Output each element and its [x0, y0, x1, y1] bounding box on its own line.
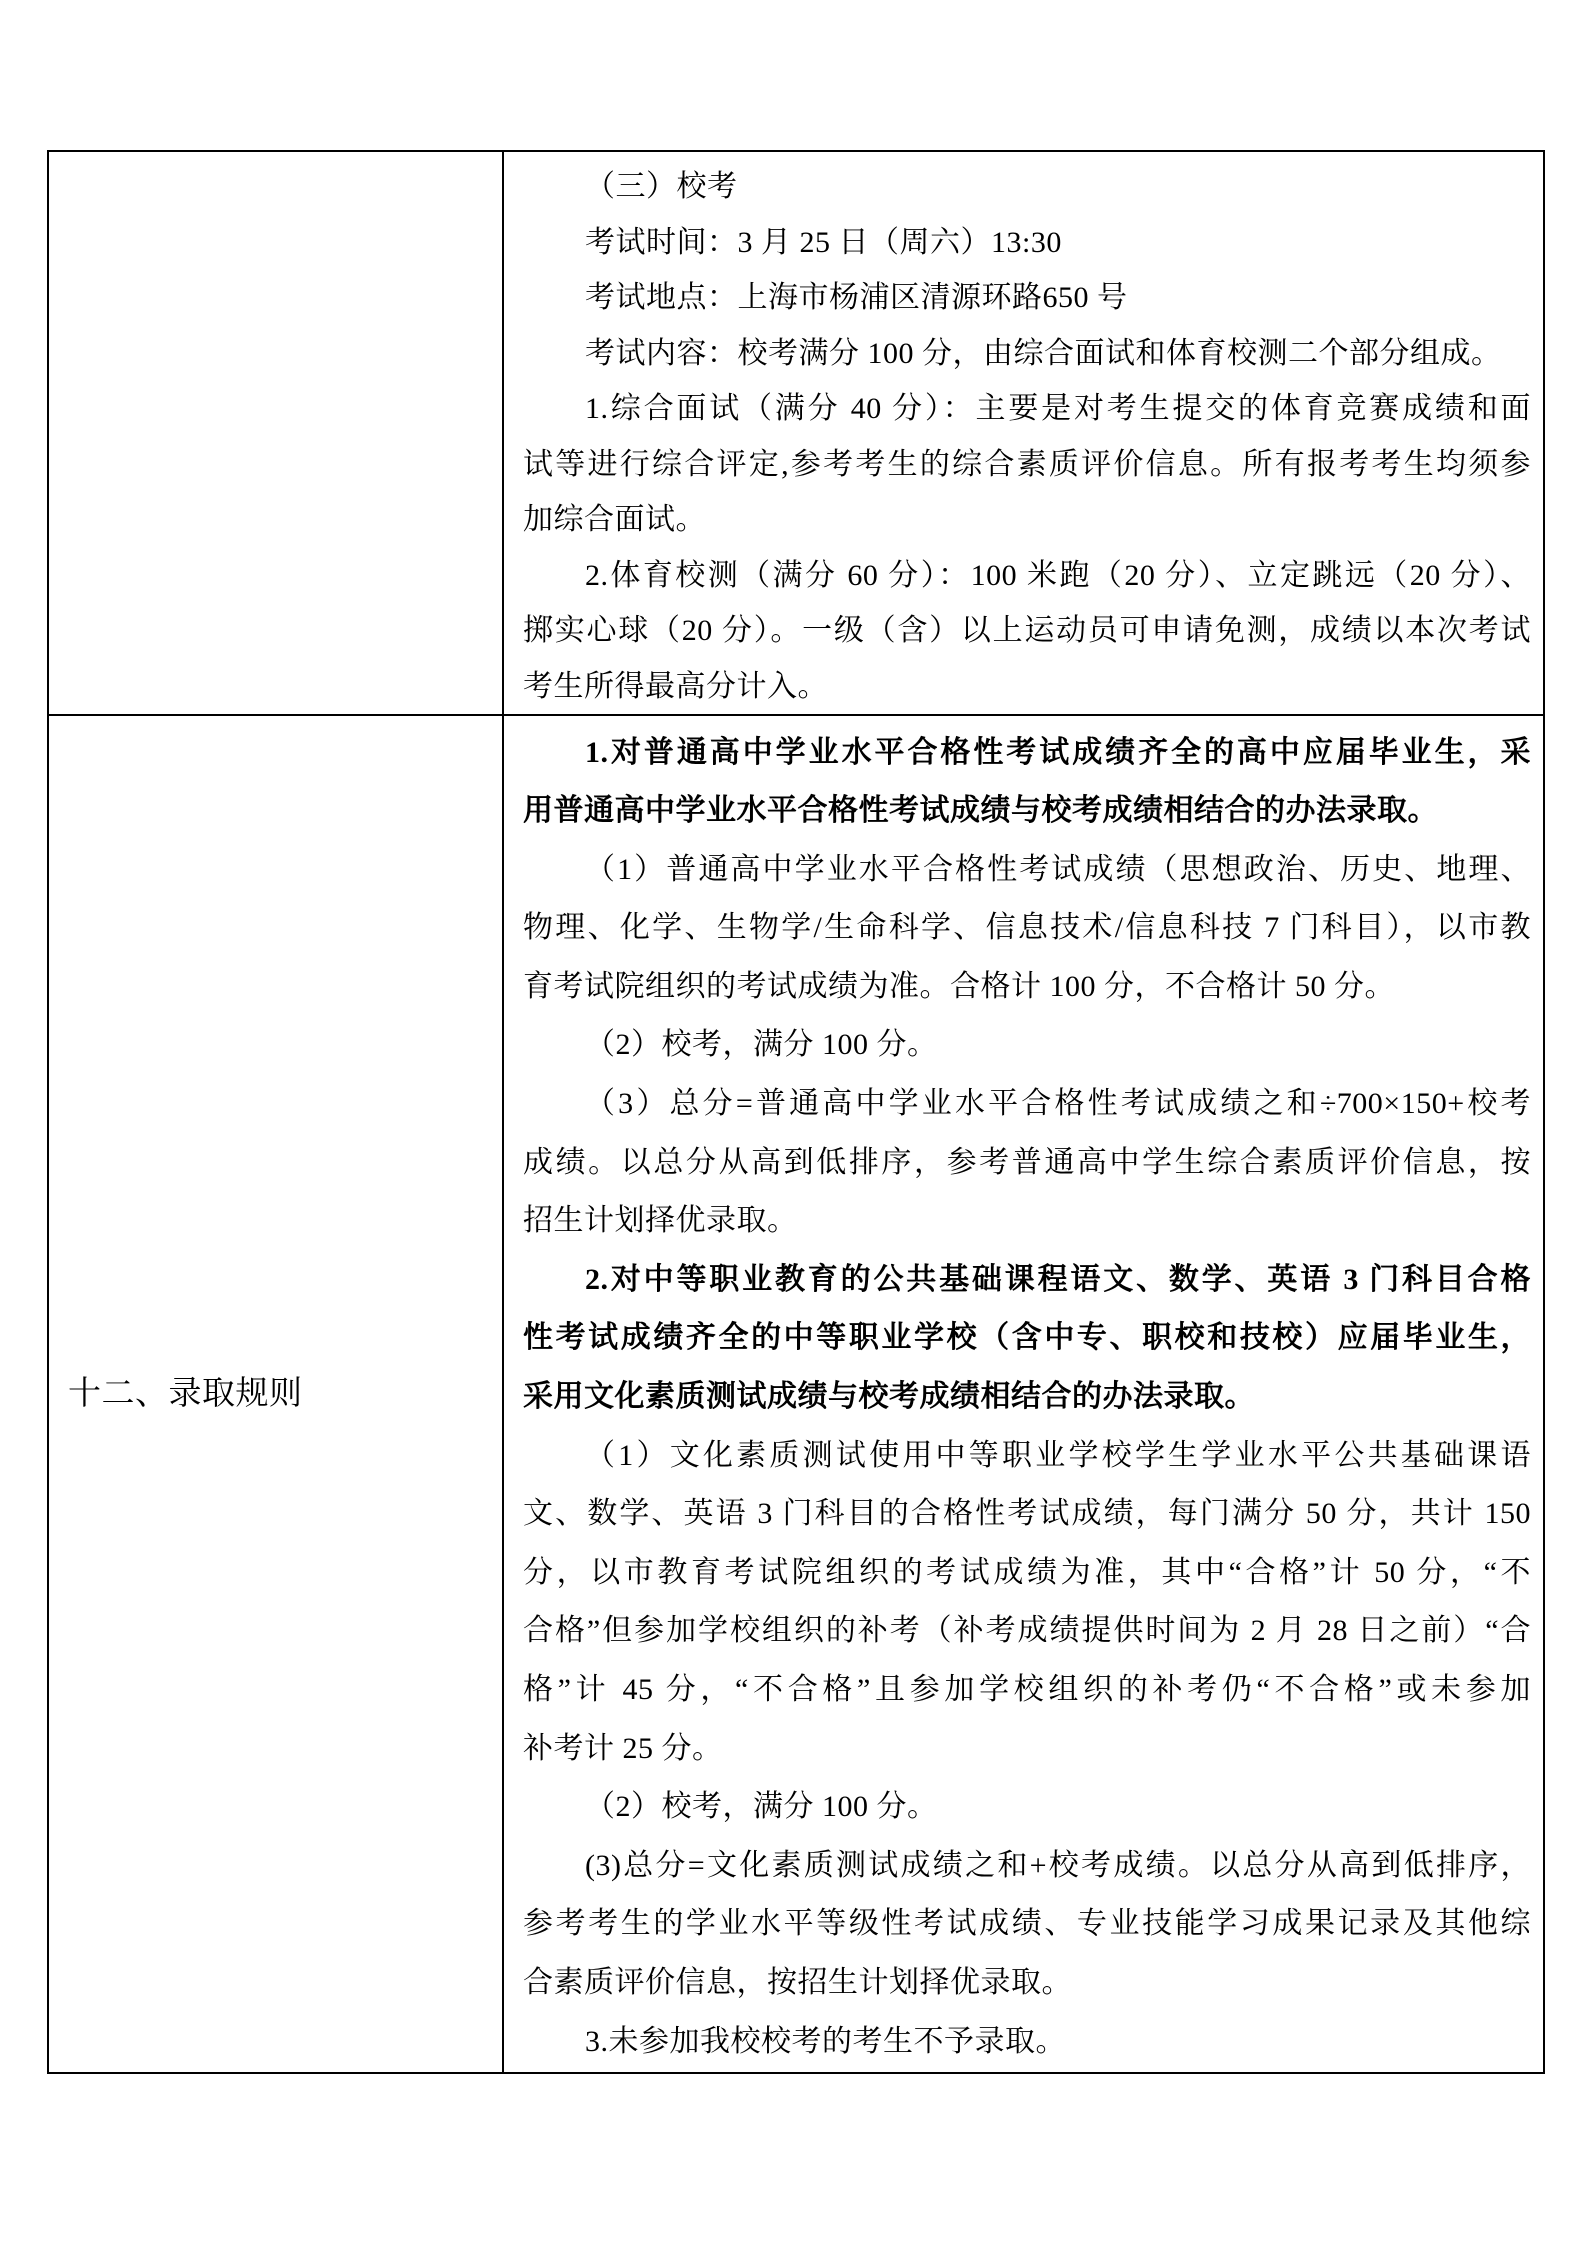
paragraph [523, 1837, 1531, 2013]
text-line: 考生所得最高分计入。 [523, 669, 828, 703]
paragraph [523, 2013, 1531, 2072]
text-line: 文、数学、英语 3 门科目的合格性考试成绩，每门满分 50 分，共计 150 [523, 1497, 1531, 1531]
text-line: 加综合面试。 [523, 503, 706, 536]
text-line: 分，以市教育考试院组织的考试成绩为准，其中“合格”计 50 分，“不 [523, 1555, 1531, 1589]
text-line: 2.对中等职业教育的公共基础课程语文、数学、英语 3 门科目合格 [585, 1262, 1531, 1296]
text-line: 合素质评价信息，按招生计划择优录取。 [523, 1965, 1072, 1999]
admission-table [47, 150, 1545, 2074]
text-line: 补考计 25 分。 [523, 1731, 723, 1765]
text-line: 1.综合面试（满分 40 分）：主要是对考生提交的体育竞赛成绩和面 [585, 392, 1531, 425]
text-line: （1）文化素质测试使用中等职业学校学生学业水平公共基础课语 [585, 1438, 1531, 1472]
text-line: 合格”但参加学校组织的补考（补考成绩提供时间为 2 月 28 日之前）“合 [523, 1614, 1531, 1648]
table-cell-content [504, 716, 1543, 2072]
text-line: 2.体育校测（满分 60 分）：100 米跑（20 分）、立定跳远（20 分）、 [585, 558, 1531, 592]
paragraph [523, 1075, 1531, 1251]
text-line: 用普通高中学业水平合格性考试成绩与校考成绩相结合的办法录取。 [523, 794, 1438, 828]
paragraph [523, 215, 1531, 271]
text-line: （三）校考 [585, 170, 738, 203]
text-line: 考试内容：校考满分 100 分，由综合面试和体育校测二个部分组成。 [585, 336, 1502, 370]
paragraph [523, 841, 1531, 1017]
text-line: 采用文化素质测试成绩与校考成绩相结合的办法录取。 [523, 1380, 1255, 1414]
paragraph [523, 548, 1531, 715]
text-line: 3.未参加我校校考的考生不予录取。 [585, 2024, 1066, 2058]
paragraph [523, 381, 1531, 548]
paragraph [523, 1778, 1531, 1837]
paragraph [523, 1427, 1531, 1779]
text-line: 格”计 45 分，“不合格”且参加学校组织的补考仍“不合格”或未参加 [523, 1673, 1531, 1706]
text-line: （3）总分=普通高中学业水平合格性考试成绩之和÷700×150+校考 [585, 1087, 1531, 1121]
text-line: 成绩。以总分从高到低排序，参考普通高中学生综合素质评价信息，按 [523, 1145, 1531, 1179]
rule-heading [523, 1251, 1531, 1427]
table-cell-label [49, 152, 504, 714]
text-line: 考试时间：3 月 25 日（周六）13:30 [585, 225, 1062, 259]
text-line: 1.对普通高中学业水平合格性考试成绩齐全的高中应届毕业生，采 [585, 735, 1531, 769]
text-line: 试等进行综合评定,参考考生的综合素质评价信息。所有报考考生均须参 [523, 447, 1531, 481]
text-line: 掷实心球（20 分）。一级（含）以上运动员可申请免测，成绩以本次考试 [523, 614, 1531, 647]
text-line: （1）普通高中学业水平合格性考试成绩（思想政治、历史、地理、 [585, 852, 1531, 886]
text-line: 物理、化学、生物学/生命科学、信息技术/信息科技 7 门科目），以市教 [523, 911, 1531, 945]
text-line: 参考考生的学业水平等级性考试成绩、专业技能学习成果记录及其他综 [523, 1907, 1531, 1941]
text-line: （2）校考，满分 100 分。 [585, 1790, 938, 1824]
text-line: 性考试成绩齐全的中等职业学校（含中专、职校和技校）应届毕业生， [523, 1321, 1531, 1355]
table-cell-content [504, 152, 1543, 714]
paragraph [523, 270, 1531, 326]
paragraph [523, 326, 1531, 382]
table-row [49, 152, 1543, 714]
section-title: 十二、录取规则 [68, 1376, 303, 1412]
paragraph [523, 1016, 1531, 1075]
paragraph [523, 159, 1531, 215]
text-line: (3)总分=文化素质测试成绩之和+校考成绩。以总分从高到低排序， [585, 1848, 1531, 1882]
table-row [49, 714, 1543, 2072]
text-line: 考试地点：上海市杨浦区清源环路650 号 [585, 281, 1128, 314]
text-line: 招生计划择优录取。 [523, 1204, 798, 1238]
text-line: 育考试院组织的考试成绩为准。合格计 100 分，不合格计 50 分。 [523, 969, 1395, 1003]
text-line: （2）校考，满分 100 分。 [585, 1028, 938, 1062]
rule-heading [523, 724, 1531, 841]
table-cell-label [49, 716, 504, 2072]
